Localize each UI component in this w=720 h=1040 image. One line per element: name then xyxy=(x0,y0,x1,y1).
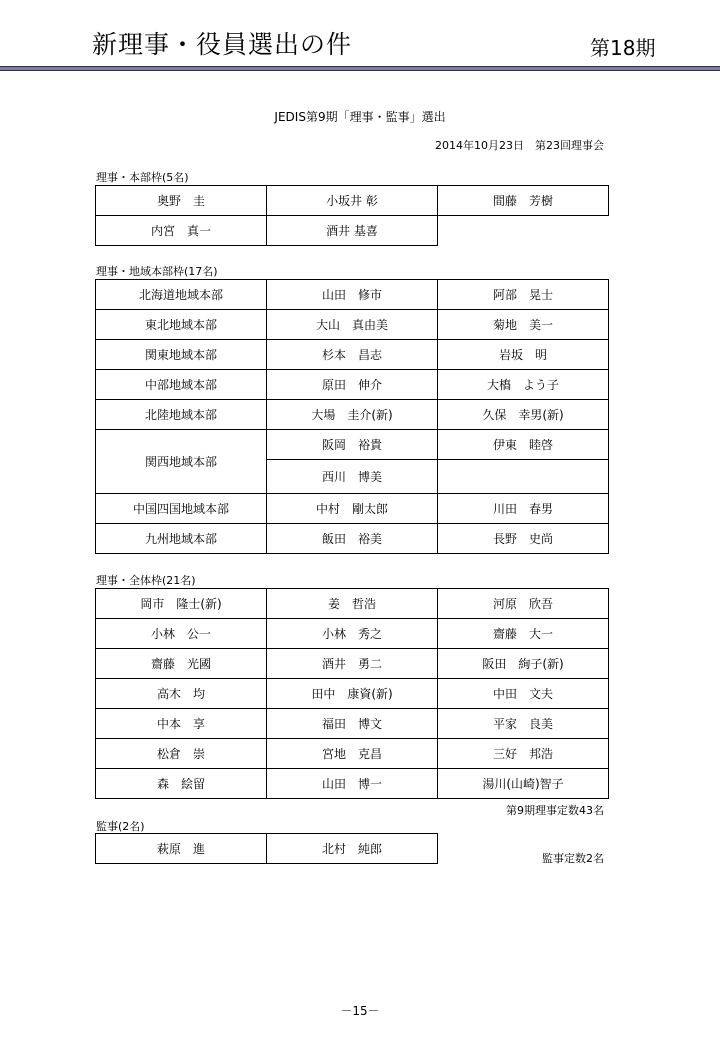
table-cell: 川田 春男 xyxy=(438,494,609,524)
table-cell: 大場 圭介(新) xyxy=(267,400,438,430)
table-cell: 山田 博一 xyxy=(267,769,438,799)
table-chiiki xyxy=(95,279,609,554)
table-cell: 西川 博美 xyxy=(267,460,438,494)
table-cell-empty xyxy=(438,216,609,246)
header-divider xyxy=(0,66,720,71)
table-row xyxy=(96,400,609,430)
table-cell: 飯田 裕美 xyxy=(267,524,438,554)
table-cell: 大山 真由美 xyxy=(267,310,438,340)
table-row xyxy=(96,769,609,799)
table-cell: 杉本 昌志 xyxy=(267,340,438,370)
table-cell: 山田 修市 xyxy=(267,280,438,310)
table-row xyxy=(96,739,609,769)
table-row xyxy=(96,524,609,554)
table-cell: 中田 文夫 xyxy=(438,679,609,709)
table-cell: 宮地 克昌 xyxy=(267,739,438,769)
table-cell: 久保 幸男(新) xyxy=(438,400,609,430)
table-row xyxy=(96,589,609,619)
table-cell: 大槗 よう子 xyxy=(438,370,609,400)
page-number: －15－ xyxy=(340,1004,380,1018)
auditor-quota-note: 監事定数2名 xyxy=(542,852,604,865)
table-cell: 中本 享 xyxy=(96,709,267,739)
table-cell: 関西地域本部 xyxy=(96,430,267,494)
table-cell: 高木 均 xyxy=(96,679,267,709)
table-row xyxy=(96,280,609,310)
table-cell: 萩原 進 xyxy=(96,834,267,864)
table-cell: 北海道地域本部 xyxy=(96,280,267,310)
table-cell: 北陸地域本部 xyxy=(96,400,267,430)
table-cell: 福田 博文 xyxy=(267,709,438,739)
table-cell: 原田 伸介 xyxy=(267,370,438,400)
table-cell: 関東地域本部 xyxy=(96,340,267,370)
table-row xyxy=(96,679,609,709)
table-cell: 九州地域本部 xyxy=(96,524,267,554)
table-zentai xyxy=(95,588,609,799)
table-cell: 田中 康資(新) xyxy=(267,679,438,709)
table-cell: 中国四国地域本部 xyxy=(96,494,267,524)
table-cell: 中村 剛太郎 xyxy=(267,494,438,524)
table-cell: 河原 欣吾 xyxy=(438,589,609,619)
section-label-chiiki: 理事・地域本部枠(17名) xyxy=(96,265,218,278)
table-kanji xyxy=(95,833,438,864)
table-cell: 菊地 美一 xyxy=(438,310,609,340)
table-cell: 阪田 絢子(新) xyxy=(438,649,609,679)
table-cell: 岡市 隆士(新) xyxy=(96,589,267,619)
section-label-kanji: 監事(2名) xyxy=(96,820,145,833)
table-honbu xyxy=(95,185,609,246)
document-heading: JEDIS第9期「理事・監事」選出 xyxy=(274,110,446,124)
table-row xyxy=(96,834,438,864)
table-cell: 齋藤 大一 xyxy=(438,619,609,649)
table-cell: 湯川(山崎)智子 xyxy=(438,769,609,799)
table-row xyxy=(96,494,609,524)
table-cell: 松倉 崇 xyxy=(96,739,267,769)
table-cell: 奥野 圭 xyxy=(96,186,267,216)
table-row xyxy=(96,430,609,460)
table-cell: 酒井 勇二 xyxy=(267,649,438,679)
table-cell: 岩坂 明 xyxy=(438,340,609,370)
table-cell: 間藤 芳樹 xyxy=(438,186,609,216)
table-cell: 阪岡 裕貴 xyxy=(267,430,438,460)
term-label: 第18期 xyxy=(590,36,656,60)
table-cell: 東北地域本部 xyxy=(96,310,267,340)
director-quota-note: 第9期理事定数43名 xyxy=(506,804,604,817)
table-row xyxy=(96,186,609,216)
section-label-zentai: 理事・全体枠(21名) xyxy=(96,574,196,587)
table-cell: 阿部 晃士 xyxy=(438,280,609,310)
meeting-date: 2014年10月23日 第23回理事会 xyxy=(435,139,604,152)
table-row xyxy=(96,340,609,370)
table-cell-empty xyxy=(438,460,609,494)
table-cell: 長野 史尚 xyxy=(438,524,609,554)
table-row xyxy=(96,619,609,649)
table-cell: 小林 公一 xyxy=(96,619,267,649)
page-title: 新理事・役員選出の件 xyxy=(92,30,353,59)
table-cell: 三好 邦浩 xyxy=(438,739,609,769)
table-row xyxy=(96,709,609,739)
table-row xyxy=(96,216,609,246)
table-row xyxy=(96,370,609,400)
table-cell: 森 絵留 xyxy=(96,769,267,799)
table-cell: 小坂井 彰 xyxy=(267,186,438,216)
table-cell: 小林 秀之 xyxy=(267,619,438,649)
section-label-honbu: 理事・本部枠(5名) xyxy=(96,171,189,184)
table-cell: 北村 純郎 xyxy=(267,834,438,864)
table-row xyxy=(96,649,609,679)
table-cell: 内宮 真一 xyxy=(96,216,267,246)
table-cell: 姜 哲浩 xyxy=(267,589,438,619)
table-row xyxy=(96,310,609,340)
table-cell: 伊東 睦啓 xyxy=(438,430,609,460)
table-cell: 中部地域本部 xyxy=(96,370,267,400)
table-cell: 齋藤 光國 xyxy=(96,649,267,679)
table-cell: 平家 良美 xyxy=(438,709,609,739)
table-cell: 酒井 基喜 xyxy=(267,216,438,246)
